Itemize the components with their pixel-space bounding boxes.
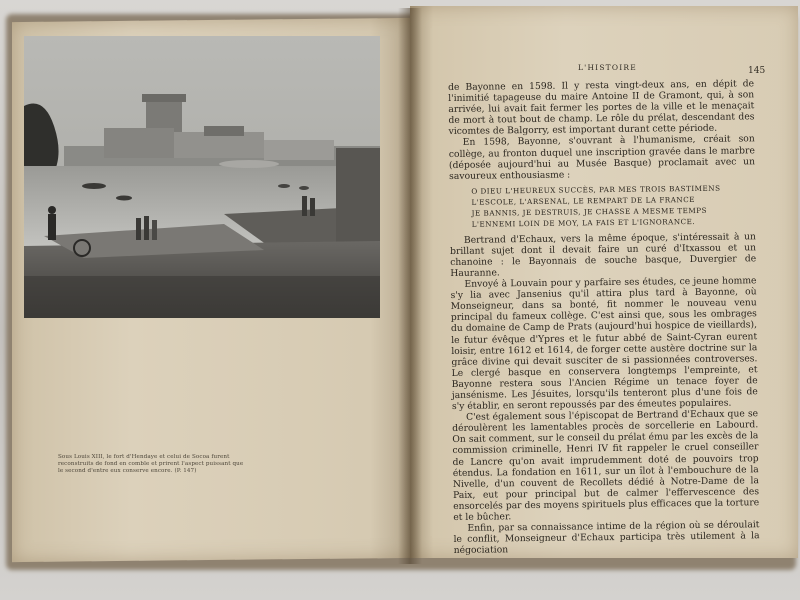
verse-line: O DIEU L'HEUREUX SUCCÈS, PAR MES TROIS BASTIMENS	[471, 183, 721, 196]
paragraph: Envoyé à Louvain pour y parfaire ses études, ce jeune homme s'y lia avec Jansenius qu'il attira plus tard à Bayonne, où Monseigneur, dans sa bonté, fit nommer le nouveau venu principal du fameux collège. C'est ainsi que, sous les ombrages du domaine de Camp de Prats (aujourd'hui hospice de vieillards), le futur évêque d'Ypres et le futur abbé de Saint-Cyran eurent loisir, entre 1612 et 1614, de forger cette austère doctrine sur la grâce divine qui devait susciter de si passionnées controverses. Le clergé basque en conservera longtemps l'empreinte, et Bayonne restera sous l'Ancien Régime un tenace foyer de jansénisme. Les Jésuites, lorsqu'ils tenteront plus d'une fois de s'y établir, en seront repoussés par des émeutes populaires.	[450, 275, 758, 413]
paragraph: C'est également sous l'épiscopat de Bertrand d'Echaux que se déroulèrent les lamentables procès de sorcellerie en Labourd. On sait comment, sur le conseil du prélat ému par les excès de la commission criminelle, Henri IV fit rappeler le cruel conseiller de Lancre qu'on avait imprudemment doté de pouvoirs trop étendus. La fondation en 1611, sur un îlot à l'embouchure de la Nivelle, d'un couvent de Recollets dédié à Notre-Dame de la Paix, eut pour principal but de calmer l'effervescence des ensorcelés par des moyens spirituels plus efficaces que la torture et le bûcher.	[452, 408, 760, 523]
paragraph: de Bayonne en 1598. Il y resta vingt-deux ans, en dépit de l'inimitié tapageuse du maire Antoine II de Gramont, qui, à son arrivée, lui avait fait fermer les portes de la ville et le menaçait de mort à tout bout de champ. Le rôle du prélat, descendant des vicomtes de Balgorry, est important durant cette période.	[448, 78, 755, 138]
book-gutter	[398, 8, 422, 564]
verse-line: JE BANNIS, JE DESTRUIS, JE CHASSE A MESME TEMPS	[471, 206, 708, 218]
running-head: L'HISTOIRE	[578, 63, 637, 72]
paragraph: Bertrand d'Echaux, vers la même époque, s'intéressait à un brillant sujet dont il devait faire un curé d'Itxassou et un chanoine : le Bayonnais de souche basque, Duvergier de Hauranne.	[450, 230, 757, 279]
page-number: 145	[748, 66, 766, 76]
photo-caption: Sous Louis XIII, le fort d'Hendaye et celui de Socoa furent reconstruits de fond en comble et prirent l'aspect puissant que le second d'entre eux conserve encore. (P. 147)	[58, 454, 244, 474]
verse-line: L'ENNEMI LOIN DE MOY, LA FAIS ET L'IGNORANCE.	[471, 217, 696, 230]
paragraph: Enfin, par sa connaissance intime de la région où se déroulait le conflit, Monseigneur d'Echaux participa très utilement à la négociation	[453, 519, 760, 557]
inscription-verse	[471, 182, 756, 230]
harbor-fortress-photo	[24, 36, 380, 318]
paragraph: En 1598, Bayonne, s'ouvrant à l'humanisme, créait son collège, au fronton duquel une inscription gravée dans le marbre (déposée aujourd'hui au Musée Basque) proclamait avec un savoureux enthousiasme :	[448, 133, 756, 182]
verse-line: L'ESCOLE, L'ARSENAL, LE REMPART DE LA FRANCE	[471, 195, 695, 207]
harbor-fortress-photo-icon	[24, 36, 380, 318]
body-text	[448, 78, 760, 556]
